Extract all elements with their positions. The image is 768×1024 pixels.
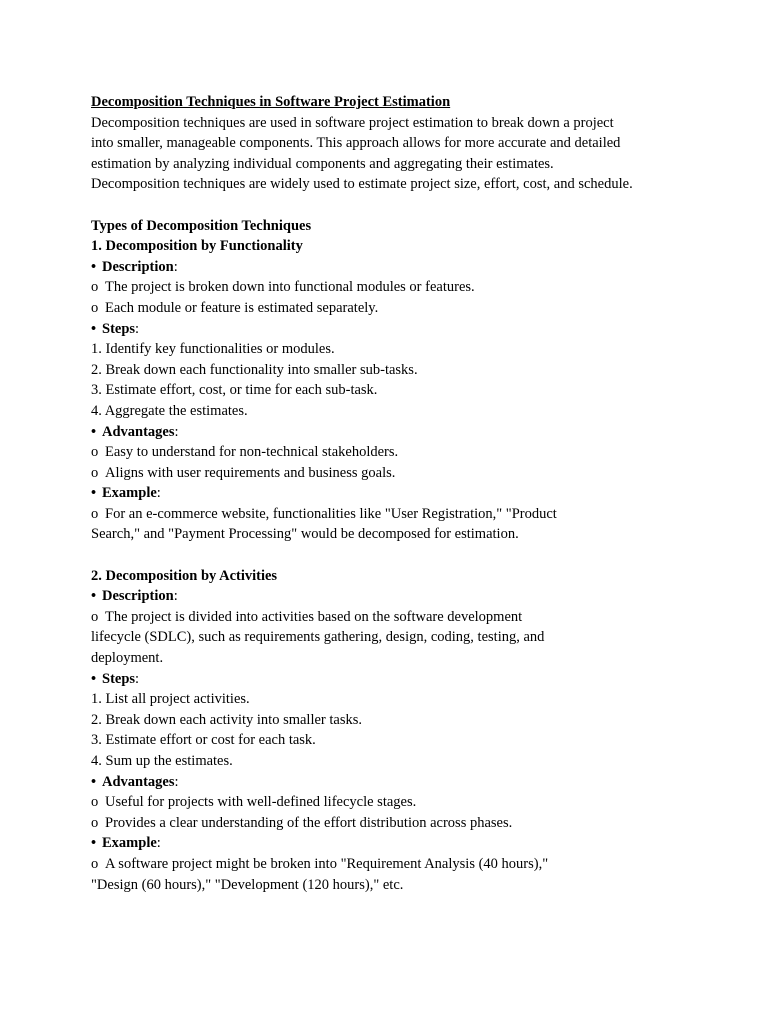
bullet-icon: • <box>91 485 97 502</box>
s1-step-3: 3. Estimate effort, cost, or time for each sub-task. <box>91 382 378 399</box>
colon: : <box>135 320 140 337</box>
s2-step-2: 2. Break down each activity into smaller tasks. <box>91 711 362 728</box>
colon: : <box>156 485 161 502</box>
spacer <box>91 195 731 216</box>
s2-step-1: 1. List all project activities. <box>91 691 250 708</box>
colon: : <box>135 670 140 687</box>
sub-bullet-icon: o <box>91 279 99 296</box>
s2-advantage-2 <box>91 813 731 834</box>
s2-example-bullet <box>91 833 731 854</box>
sub-bullet-icon: o <box>91 608 99 625</box>
steps-label: Steps <box>102 320 136 337</box>
s2-advantage-text-1: Useful for projects with well-defined lifecycle stages. <box>105 794 417 811</box>
s2-steps-bullet <box>91 669 731 690</box>
s2-advantage-1 <box>91 792 731 813</box>
document-title: Decomposition Techniques in Software Project Estimation <box>91 94 451 110</box>
sub-bullet-icon: o <box>91 794 99 811</box>
s1-advantage-text-2: Aligns with user requirements and business goals. <box>105 464 396 481</box>
colon: : <box>156 835 161 852</box>
example-label: Example <box>102 835 157 852</box>
s2-description-bullet <box>91 586 731 607</box>
s1-example-line-1 <box>91 504 731 525</box>
s2-advantage-text-2: Provides a clear understanding of the effort distribution across phases. <box>105 814 513 831</box>
advantages-label: Advantages <box>102 773 175 790</box>
s1-description-bullet <box>91 257 731 278</box>
s2-description-line-2: lifecycle (SDLC), such as requirements gathering, design, coding, testing, and <box>91 629 545 646</box>
description-label: Description <box>102 258 174 275</box>
s2-example-text-1: A software project might be broken into "Requirement Analysis (40 hours)," <box>105 855 549 872</box>
s1-advantage-1 <box>91 442 731 463</box>
s1-step-2: 2. Break down each functionality into smaller sub-tasks. <box>91 361 418 378</box>
types-heading: Types of Decomposition Techniques <box>91 217 312 234</box>
sub-bullet-icon: o <box>91 814 99 831</box>
s1-step-1: 1. Identify key functionalities or modules. <box>91 341 335 358</box>
s2-description-line-1 <box>91 607 731 628</box>
intro-line-1: Decomposition techniques are used in software project estimation to break down a project <box>91 114 614 131</box>
sub-bullet-icon: o <box>91 299 99 316</box>
bullet-icon: • <box>91 588 97 605</box>
bullet-icon: • <box>91 835 97 852</box>
s2-description-text-1: The project is divided into activities based on the software development <box>105 608 523 625</box>
description-label: Description <box>102 588 174 605</box>
s1-advantages-bullet <box>91 422 731 443</box>
bullet-icon: • <box>91 773 97 790</box>
section-1-heading: 1. Decomposition by Functionality <box>91 238 303 255</box>
bullet-icon: • <box>91 258 97 275</box>
s1-description-text-1: The project is broken down into functional modules or features. <box>105 279 475 296</box>
intro-line-2: into smaller, manageable components. This approach allows for more accurate and detailed <box>91 135 621 152</box>
bullet-icon: • <box>91 670 97 687</box>
s1-example-line-2: Search," and "Payment Processing" would be decomposed for estimation. <box>91 526 519 543</box>
intro-line-4: Decomposition techniques are widely used to estimate project size, effort, cost, and schedule. <box>91 176 633 193</box>
s1-advantage-text-1: Easy to understand for non-technical stakeholders. <box>105 444 399 461</box>
bullet-icon: • <box>91 320 97 337</box>
s1-step-4: 4. Aggregate the estimates. <box>91 402 248 419</box>
s1-steps-bullet <box>91 319 731 340</box>
sub-bullet-icon: o <box>91 444 99 461</box>
s1-example-text-1: For an e-commerce website, functionalities like "User Registration," "Product <box>105 505 557 522</box>
section-2-heading: 2. Decomposition by Activities <box>91 567 278 584</box>
example-label: Example <box>102 485 157 502</box>
steps-label: Steps <box>102 670 136 687</box>
s1-description-item-2 <box>91 298 731 319</box>
s2-example-line-1 <box>91 854 731 875</box>
advantages-label: Advantages <box>102 423 175 440</box>
colon: : <box>174 423 179 440</box>
document-page <box>91 92 731 895</box>
s2-step-3: 3. Estimate effort or cost for each task. <box>91 732 316 749</box>
colon: : <box>173 258 178 275</box>
colon: : <box>174 773 179 790</box>
sub-bullet-icon: o <box>91 464 99 481</box>
colon: : <box>173 588 178 605</box>
s1-advantage-2 <box>91 463 731 484</box>
bullet-icon: • <box>91 423 97 440</box>
spacer <box>91 545 731 566</box>
intro-line-3: estimation by analyzing individual components and aggregating their estimates. <box>91 155 554 172</box>
s1-example-bullet <box>91 483 731 504</box>
s1-description-item-1 <box>91 277 731 298</box>
s2-description-line-3: deployment. <box>91 650 164 667</box>
s2-step-4: 4. Sum up the estimates. <box>91 753 233 769</box>
s2-example-line-2: "Design (60 hours)," "Development (120 hours)," etc. <box>91 876 404 893</box>
s2-advantages-bullet <box>91 772 731 793</box>
sub-bullet-icon: o <box>91 855 99 872</box>
sub-bullet-icon: o <box>91 505 99 522</box>
s1-description-text-2: Each module or feature is estimated separately. <box>105 299 379 316</box>
